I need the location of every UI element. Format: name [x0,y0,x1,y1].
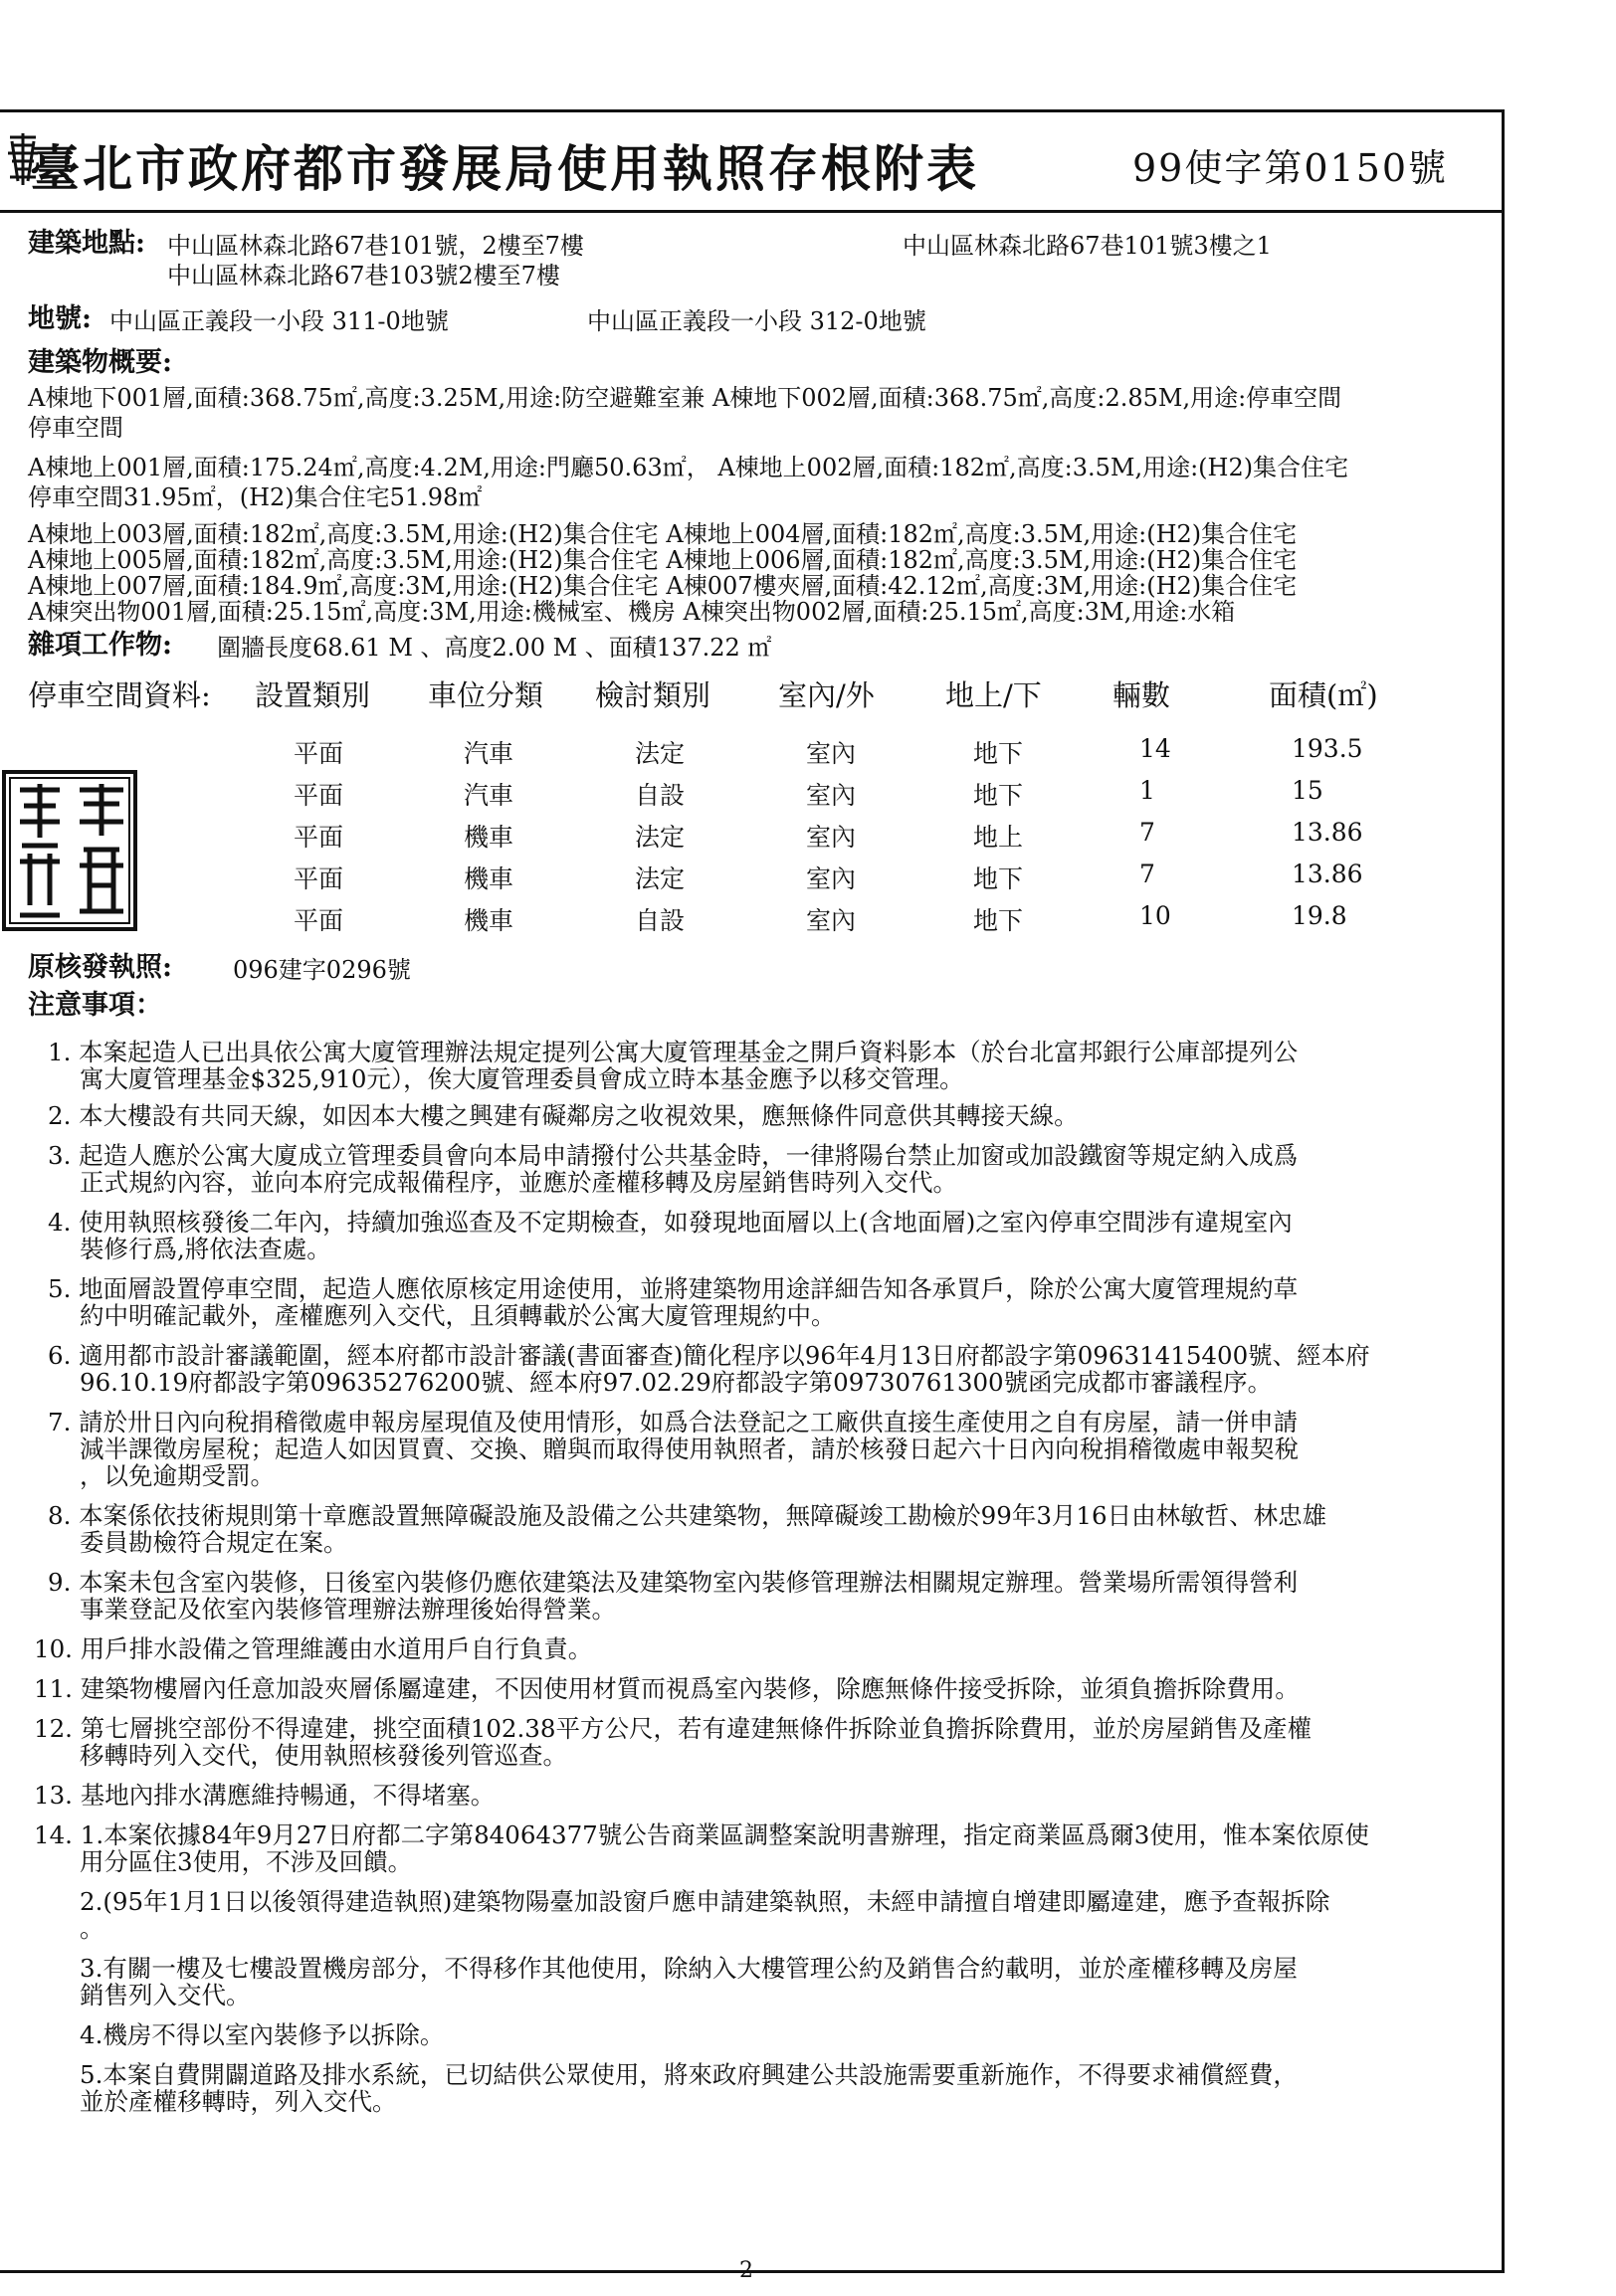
page-title: 臺北市政府都市發展局使用執照存根附表 [30,139,979,198]
lot-number-1: 中山區正義段一小段 311-0地號 [109,307,449,335]
note-line: 10. 用戶排水設備之管理維護由水道用戶自行負責。 [34,1634,593,1663]
note-line: 裝修行爲,將依法查處。 [80,1235,331,1263]
cell-indoor: 室內 [806,906,857,935]
note-line: 6. 適用都市設計審議範圍，經本府都市設計審議(書面審查)簡化程序以96年4月13日府都設字第09631415400號、經本府 [48,1341,1370,1370]
note-line: 事業登記及依室內裝修管理辦法辦理後始得營業。 [80,1595,616,1624]
note-line: ，以免逾期受罰。 [80,1461,275,1490]
cell-count: 14 [1139,734,1171,763]
note-line: 2.(95年1月1日以後領得建造執照)建築物陽臺加設窗戶應申請建築執照，未經申請擅自增建即屬違建，應予查報拆除 [80,1887,1330,1916]
note-line: 寓大廈管理基金$325,910元），俟大廈管理委員會成立時本基金應予以移交管理。 [80,1064,964,1093]
note-line: 1. 本案起造人已出具依公寓大廈管理辦法規定提列公寓大廈管理基金之開戶資料影本（於台北富邦銀行公庫部提列公 [48,1038,1299,1066]
cell-count: 10 [1139,901,1171,930]
parking-col-count: 輛數 [1112,678,1171,712]
cell-review: 自設 [635,906,686,935]
note-line: 3.有關一樓及七樓設置機房部分，不得移作其他使用，除納入大樓管理公約及銷售合約載明，並於產權移轉及房屋 [80,1954,1298,1983]
overview-line: A棟地上001層,面積:175.24㎡,高度:4.2M,用途:門廳50.63㎡， A棟地上002層,面積:182㎡,高度:3.5M,用途:(H2)集合住宅 [28,454,1349,481]
overview-line: 停車空間31.95㎡，(H2)集合住宅51.98㎡ [28,483,483,511]
note-line: 13. 基地內排水溝應維持暢通，不得堵塞。 [34,1781,496,1810]
misc-value: 圍牆長度68.61 M 、高度2.00 M 、面積137.22 ㎡ [217,634,772,662]
note-line: 2. 本大樓設有共同天線，如因本大樓之興建有礙鄰房之收視效果，應無條件同意供其轉接天線。 [48,1101,1079,1130]
overview-line: A棟地上007層,面積:184.9㎡,高度:3M,用途:(H2)集合住宅 A棟007樓夾層,面積:42.12㎡,高度:3M,用途:(H2)集合住宅 [28,572,1298,600]
parking-col-review: 檢討類別 [595,678,711,712]
cell-type: 平面 [294,781,344,810]
cell-type: 平面 [294,823,344,852]
cell-level: 地下 [973,864,1024,893]
note-line: 9. 本案未包含室內裝修，日後室內裝修仍應依建築法及建築物室內裝修管理辦法相關規定辦理。營業場所需領得營利 [48,1568,1299,1597]
note-line: 3. 起造人應於公寓大廈成立管理委員會向本局申請撥付公共基金時，一律將陽台禁止加窗或加設鐵窗等規定納入成爲 [48,1141,1299,1170]
cell-count: 7 [1139,818,1155,847]
misc-label: 雜項工作物: [28,630,172,661]
cell-vehicle: 機車 [464,864,514,893]
cell-indoor: 室內 [806,823,857,852]
cell-review: 自設 [635,781,686,810]
note-line: 5.本案自費開闢道路及排水系統，已切結供公眾使用，將來政府興建公共設施需要重新施作，不得要求補償經費， [80,2060,1298,2089]
overview-line: A棟地上003層,面積:182㎡,高度:3.5M,用途:(H2)集合住宅 A棟地上004層,面積:182㎡,高度:3.5M,用途:(H2)集合住宅 [28,520,1298,548]
official-seal-stamp [0,766,144,935]
site-label: 建築地點: [28,228,145,259]
cell-vehicle: 汽車 [464,739,514,768]
page-number: 2 [739,2258,753,2283]
note-line: 14. 1.本案依據84年9月27日府都二字第84064377號公告商業區調整案說明書辦理，指定商業區爲爾3使用，惟本案依原使 [34,1820,1369,1849]
cell-count: 1 [1139,776,1155,805]
cell-indoor: 室內 [806,739,857,768]
overview-line: A棟地下001層,面積:368.75㎡,高度:3.25M,用途:防空避難室兼 A棟地下002層,面積:368.75㎡,高度:2.85M,用途:停車空間 [28,384,1342,412]
cell-review: 法定 [635,864,686,893]
note-line: 8. 本案係依技術規則第十章應設置無障礙設施及設備之公共建築物，無障礙竣工勘檢於99年3月16日由林敏哲、林忠雄 [48,1501,1327,1530]
note-line: 並於產權移轉時，列入交代。 [80,2087,397,2116]
note-line: 移轉時列入交代，使用執照核發後列管巡查。 [80,1741,567,1770]
cell-area: 13.86 [1292,818,1363,847]
note-line: 減半課徵房屋稅；起造人如因買賣、交換、贈與而取得使用執照者，請於核發日起六十日內向稅捐稽徵處申報契稅 [80,1435,1299,1463]
note-line: 96.10.19府都設字第09635276200號、經本府97.02.29府都設字第09730761300號函完成都市審議程序。 [80,1368,1273,1397]
note-line: 約中明確記載外，產權應列入交代，且須轉載於公寓大廈管理規約中。 [80,1301,836,1330]
notes-label: 注意事項： [28,990,162,1021]
cell-review: 法定 [635,823,686,852]
note-line: 7. 請於卅日內向稅捐稽徵處申報房屋現值及使用情形，如爲合法登記之工廠供直接生產使用之自有房屋，請一併申請 [48,1408,1299,1436]
original-permit-value: 096建字0296號 [233,956,411,984]
cell-indoor: 室內 [806,781,857,810]
cell-type: 平面 [294,906,344,935]
permit-number: 99使字第0150號 [1132,146,1449,190]
parking-label: 停車空間資料: [28,678,211,712]
note-line: 銷售列入交代。 [80,1981,251,2009]
note-line: 正式規約內容，並向本府完成報備程序，並應於產權移轉及房屋銷售時列入交代。 [80,1168,957,1197]
parking-col-level: 地上/下 [945,678,1042,712]
lot-label: 地號: [28,303,92,334]
cell-level: 地下 [973,906,1024,935]
cell-type: 平面 [294,864,344,893]
cell-area: 193.5 [1292,734,1363,763]
site-address-3: 中山區林森北路67巷101號3樓之1 [903,232,1272,260]
cell-level: 地上 [973,823,1024,852]
cell-type: 平面 [294,739,344,768]
cell-review: 法定 [635,739,686,768]
original-permit-label: 原核發執照: [28,952,172,983]
overview-label: 建築物概要: [28,347,172,378]
parking-col-vehicle: 車位分類 [428,678,544,712]
note-line: 12. 第七層挑空部份不得違建，挑空面積102.38平方公尺，若有違建無條件拆除並負擔拆除費用，並於房屋銷售及產權 [34,1714,1312,1743]
note-line: 。 [80,1914,104,1943]
note-line: 4.機房不得以室內裝修予以拆除。 [80,2020,445,2049]
note-line: 用分區住3使用，不涉及回饋。 [80,1847,413,1876]
cell-vehicle: 機車 [464,906,514,935]
cell-vehicle: 機車 [464,823,514,852]
overview-line: A棟地上005層,面積:182㎡,高度:3.5M,用途:(H2)集合住宅 A棟地上006層,面積:182㎡,高度:3.5M,用途:(H2)集合住宅 [28,546,1298,574]
note-line: 委員勘檢符合規定在案。 [80,1528,348,1557]
site-address-1: 中山區林森北路67巷101號，2樓至7樓 [167,232,584,260]
overview-line: 停車空間 [28,414,123,442]
cell-area: 19.8 [1292,901,1347,930]
cell-area: 13.86 [1292,860,1363,888]
cell-area: 15 [1292,776,1323,805]
site-address-2: 中山區林森北路67巷103號2樓至7樓 [167,262,560,289]
cell-indoor: 室內 [806,864,857,893]
note-line: 11. 建築物樓層內任意加設夾層係屬違建，不因使用材質而視爲室內裝修，除應無條件接受拆除，並須負擔拆除費用。 [34,1674,1300,1703]
note-line: 4. 使用執照核發後二年內，持續加強巡查及不定期檢查，如發現地面層以上(含地面層)之室內停車空間涉有違規室內 [48,1208,1293,1237]
cell-level: 地下 [973,739,1024,768]
lot-number-2: 中山區正義段一小段 312-0地號 [587,307,926,335]
cell-level: 地下 [973,781,1024,810]
cell-count: 7 [1139,860,1155,888]
parking-col-area: 面積(㎡) [1269,678,1378,712]
overview-line: A棟突出物001層,面積:25.15㎡,高度:3M,用途:機械室、機房 A棟突出物002層,面積:25.15㎡,高度:3M,用途:水箱 [28,598,1236,626]
cell-vehicle: 汽車 [464,781,514,810]
parking-col-indoor: 室內/外 [778,678,875,712]
note-line: 5. 地面層設置停車空間，起造人應依原核定用途使用，並將建築物用途詳細告知各承買戶，除於公寓大廈管理規約草 [48,1274,1299,1303]
parking-col-type: 設置類別 [255,678,371,712]
